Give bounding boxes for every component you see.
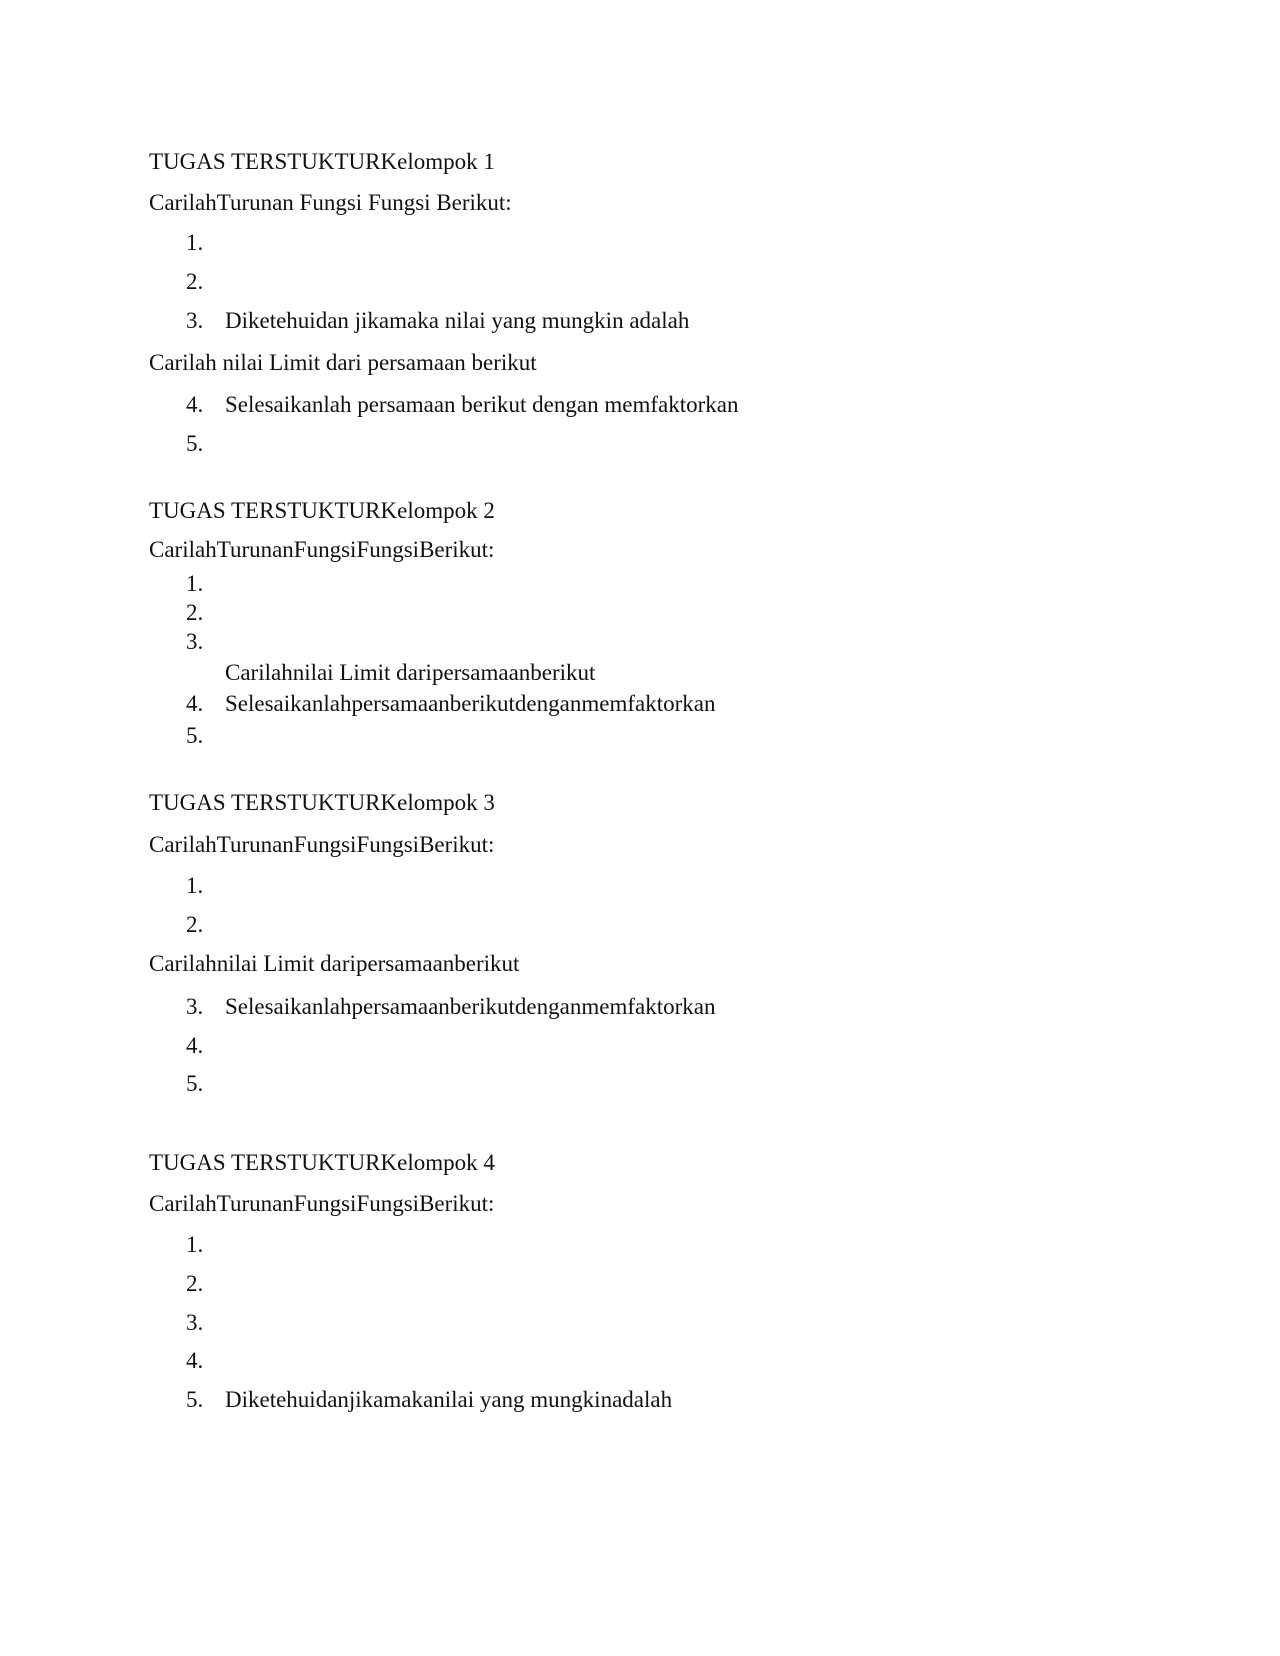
group-4-item-1-number: 1.	[186, 1232, 204, 1257]
group-2-item-3-number: 3.	[186, 629, 204, 654]
group-2-instruction: CarilahTurunanFungsiFungsiBerikut:	[149, 537, 495, 562]
group-2-item-5-number: 5.	[186, 723, 204, 748]
group-3-item-2-number: 2.	[186, 912, 204, 937]
group-1-instruction: CarilahTurunan Fungsi Fungsi Berikut:	[149, 190, 512, 215]
group-4-instruction: CarilahTurunanFungsiFungsiBerikut:	[149, 1191, 495, 1216]
group-2-title: TUGAS TERSTUKTURKelompok 2	[149, 498, 495, 523]
group-2-sub-instruction: Carilahnilai Limit daripersamaanberikut	[225, 660, 596, 685]
group-1-item-4-number: 4.	[186, 392, 204, 417]
group-3-item-4-number: 4.	[186, 1033, 204, 1058]
group-3-title: TUGAS TERSTUKTURKelompok 3	[149, 790, 495, 815]
group-1-item-3-text: Diketehuidan jikamaka nilai yang mungkin adalah	[225, 308, 690, 333]
group-4-title: TUGAS TERSTUKTURKelompok 4	[149, 1150, 495, 1175]
group-3-item-1-number: 1.	[186, 873, 204, 898]
group-4-item-2-number: 2.	[186, 1271, 204, 1296]
group-3-instruction: CarilahTurunanFungsiFungsiBerikut:	[149, 832, 495, 857]
group-1-item-4-text: Selesaikanlah persamaan berikut dengan memfaktorkan	[225, 392, 739, 417]
group-1-item-5-number: 5.	[186, 431, 204, 456]
group-3-item-5-number: 5.	[186, 1071, 204, 1096]
group-4-item-5-number: 5.	[186, 1387, 204, 1412]
group-4-item-3-number: 3.	[186, 1310, 204, 1335]
group-3-item-3-text: Selesaikanlahpersamaanberikutdenganmemfaktorkan	[225, 994, 716, 1019]
group-1-item-2-number: 2.	[186, 269, 204, 294]
group-2-item-4-text: Selesaikanlahpersamaanberikutdenganmemfaktorkan	[225, 691, 716, 716]
group-2-item-4-number: 4.	[186, 691, 204, 716]
group-2-item-1-number: 1.	[186, 571, 204, 596]
group-2-item-2-number: 2.	[186, 600, 204, 625]
group-1-item-1-number: 1.	[186, 230, 204, 255]
group-1-title: TUGAS TERSTUKTURKelompok 1	[149, 149, 495, 174]
group-4-item-4-number: 4.	[186, 1348, 204, 1373]
group-4-item-5-text: Diketehuidanjikamakanilai yang mungkinadalah	[225, 1387, 673, 1412]
group-1-sub-instruction: Carilah nilai Limit dari persamaan berikut	[149, 350, 537, 375]
group-3-sub-instruction: Carilahnilai Limit daripersamaanberikut	[149, 951, 520, 976]
group-3-item-3-number: 3.	[186, 994, 204, 1019]
group-1-item-3-number: 3.	[186, 308, 204, 333]
